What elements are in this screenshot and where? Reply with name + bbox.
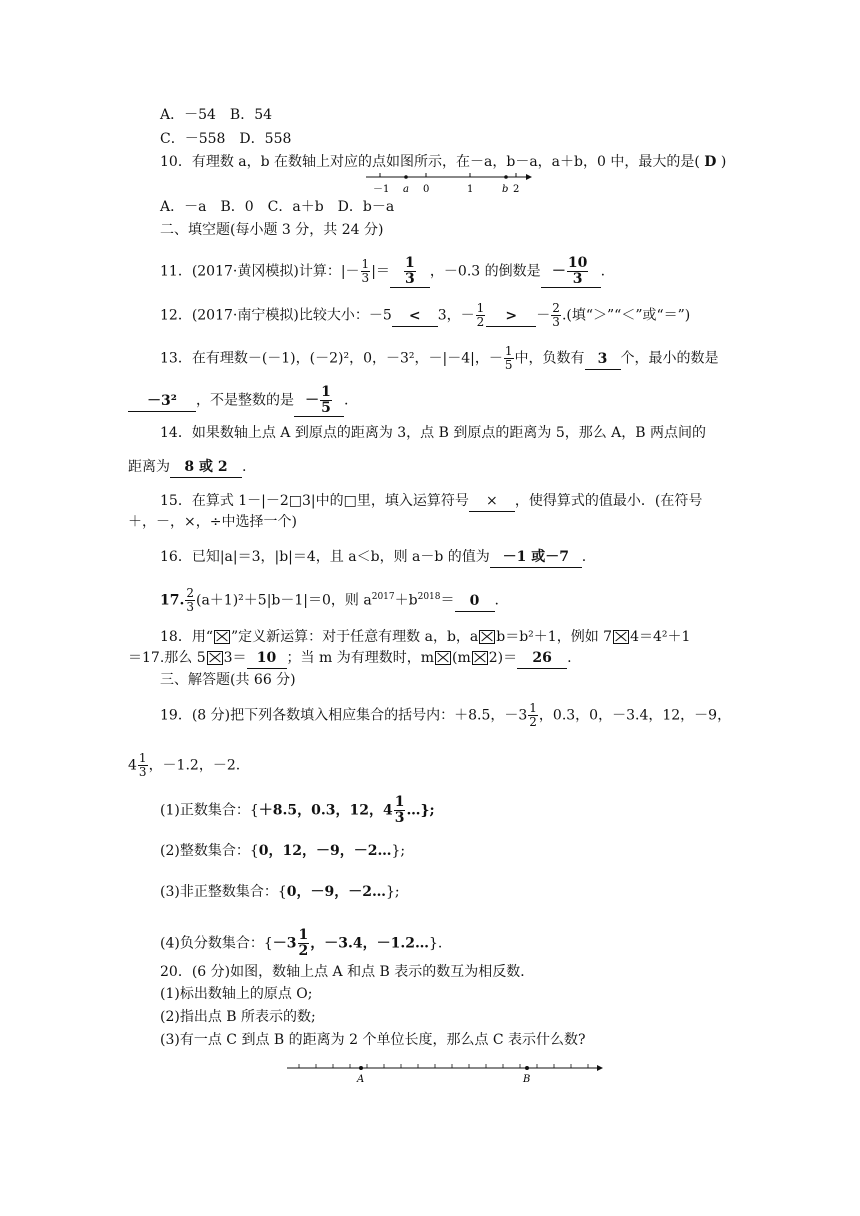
q14-text: 距离为: [128, 459, 170, 475]
custom-operator-icon: [472, 651, 488, 665]
q17-exponent: 2017: [371, 592, 395, 602]
q19-set-answer: 0，－9，－2…: [286, 884, 386, 900]
q10-answer: D: [704, 154, 717, 170]
q9-options-cd: C．－558 D．558: [160, 131, 292, 147]
q17-text: (a＋1)²＋5|b－1|＝0，则 a: [196, 592, 372, 609]
q19-set-answer: 0，12，－9，－2…: [258, 843, 392, 859]
q12-end: .(填“＞”“＜”或“＝”): [561, 307, 691, 324]
q12-answer-2: >: [486, 306, 536, 327]
q11-answer-1: $\frac{1}{3}$: [390, 256, 430, 288]
section-2-heading: 二、填空题(每小题 3 分，共 24 分): [160, 222, 384, 238]
q19-set-end: };: [391, 843, 406, 859]
q16-text: 16．已知|a|＝3，|b|＝4，且 a＜b，则 a－b 的值为: [160, 549, 490, 565]
q10-close: ): [720, 154, 727, 170]
q19-set-fraction: $\frac{1}{2}$: [298, 927, 309, 959]
q9-options-ab: A．－54 B．54: [160, 107, 273, 123]
q10-options: A．－a B．0 C．a＋b D．b－a: [160, 199, 395, 215]
q12-text: －: [536, 307, 551, 324]
q13-text: 个，最小的数是: [620, 350, 719, 367]
q15-text: ，使得算式的值最小．(在符号: [514, 493, 703, 509]
q20-line-1: 20．(6 分)如图，数轴上点 A 和点 B 表示的数互为相反数．: [160, 964, 535, 980]
custom-operator-icon: [435, 651, 451, 665]
q18-text: 3＝: [223, 650, 247, 666]
q19-text: ，0.3，0，－3.4，12，－9，: [538, 707, 732, 724]
q13-text: 中，负数有: [514, 350, 585, 367]
q12-fraction-2: $\frac{2}{3}$: [552, 301, 560, 329]
q14-end: .: [242, 459, 247, 475]
custom-operator-icon: [613, 630, 629, 644]
q16-question: [160, 547, 586, 568]
q19-set-label: (4)负分数集合：{: [160, 935, 273, 952]
q10-axis-label: 1: [467, 184, 474, 195]
q18-text: 18．用“: [160, 629, 213, 645]
q14-line-1: 14．如果数轴上点 A 到原点的距离为 3，点 B 到原点的距离为 5，那么 A，B 两点间的: [160, 425, 707, 441]
q10-axis-label: 0: [423, 184, 430, 195]
q18-answer-2: 26: [517, 648, 567, 669]
q10-axis-label: －1: [373, 184, 390, 195]
q17-number: 17.: [160, 592, 185, 609]
q17-fraction: $\frac{2}{3}$: [186, 586, 194, 615]
q11-fraction: $\frac{1}{3}$: [361, 257, 370, 285]
q19-set-end: };: [385, 884, 400, 900]
q19-fraction: $\frac{1}{2}$: [529, 701, 537, 729]
q19-set-answer: ，－3.4，－1.2…: [310, 935, 429, 952]
q10-axis-label: b: [502, 184, 509, 195]
q11-question: [160, 256, 605, 288]
q18-line-2: [128, 648, 572, 669]
q17-answer: 0: [455, 591, 495, 612]
q10-axis-label: a: [403, 184, 409, 195]
q15-text: 15．在算式 1－|－2□3|中的□里，填入运算符号: [160, 493, 469, 509]
q19-set-fraction: $\frac{1}{3}$: [394, 794, 405, 826]
q13-answer-2: －3²: [128, 391, 196, 412]
q19-set-answer: －3: [272, 935, 297, 952]
q19-set-end: }.: [428, 935, 443, 952]
q19-text: 4: [128, 757, 137, 774]
q18-text: 4＝4²＋1: [630, 629, 691, 645]
q11-end: .: [600, 263, 606, 280]
q13-text: ，不是整数的是: [196, 392, 294, 409]
q10-axis-label: 2: [513, 184, 520, 195]
q13-end: .: [344, 392, 349, 409]
q19-line-1: [160, 702, 731, 729]
q13-answer-3: － $\frac{1}{5}$: [294, 385, 344, 417]
q10-text: 10．有理数 a，b 在数轴上对应的点如图所示，在－a，b－a，a＋b，0 中，最大的是(: [160, 154, 700, 170]
q19-set-3: [160, 882, 400, 902]
q16-end: .: [581, 549, 587, 565]
q11-text: 11．(2017·黄冈模拟)计算：|－: [160, 263, 360, 280]
custom-operator-icon: [207, 651, 223, 665]
q12-text: 12．(2017·南宁模拟)比较大小：－5: [160, 307, 392, 324]
q19-set-label: (1)正数集合：{: [160, 802, 259, 819]
q18-text: 2)＝: [488, 650, 518, 666]
q12-question: [160, 302, 690, 329]
q17-end: .: [494, 592, 499, 609]
q19-set-end: …};: [406, 802, 435, 819]
q19-set-2: [160, 841, 405, 861]
q20-axis-label-b: B: [523, 1074, 531, 1085]
custom-operator-icon: [479, 630, 495, 644]
section-3-heading: 三、解答题(共 66 分): [160, 672, 296, 688]
q19-set-answer: ＋8.5，0.3，12，4: [258, 802, 393, 819]
q12-fraction-1: $\frac{1}{2}$: [476, 301, 485, 329]
q19-set-4: [160, 928, 442, 959]
q17-text: ＝: [440, 592, 455, 609]
q19-set-1: [160, 795, 435, 826]
q18-text: ；当 m 为有理数时，m: [286, 650, 434, 666]
q11-text: ，－0.3 的倒数是: [429, 263, 541, 280]
q15-line-2: ＋，－，×，÷中选择一个): [128, 514, 297, 530]
q18-line-1: [160, 627, 690, 647]
q20-axis-label-a: A: [357, 1074, 365, 1085]
q19-text: ，－1.2，－2.: [148, 757, 241, 774]
q18-answer-1: 10: [247, 648, 287, 669]
q17-text: ＋b: [394, 592, 418, 609]
q20-line-3: (2)指出点 B 所表示的数;: [160, 1009, 316, 1025]
q20-number-line: [285, 1060, 607, 1094]
q16-answer: －1 或－7: [490, 547, 582, 568]
q13-fraction: $\frac{1}{5}$: [504, 344, 513, 372]
q20-line-2: (1)标出数轴上的原点 O;: [160, 986, 313, 1002]
q18-text: (m: [452, 650, 471, 666]
q19-fraction: $\frac{1}{3}$: [138, 751, 147, 779]
q14-line-2: [128, 457, 246, 478]
q15-line-1: [160, 491, 702, 512]
q12-answer-1: <: [392, 306, 438, 327]
q19-set-label: (2)整数集合：{: [160, 843, 259, 859]
q20-line-4: (3)有一点 C 到点 B 的距离为 2 个单位长度，那么点 C 表示什么数?: [160, 1032, 586, 1048]
q18-text: ”定义新运算：对于任意有理数 a，b，a: [230, 629, 479, 645]
q17-question: [160, 587, 499, 614]
q10-number-line: [364, 168, 534, 200]
q19-text: 19．(8 分)把下列各数填入相应集合的括号内：＋8.5，－3: [160, 707, 528, 724]
q17-exponent: 2018: [417, 592, 441, 602]
q13-line-1: [160, 345, 719, 372]
q19-set-label: (3)非正整数集合：{: [160, 884, 287, 900]
q15-answer: ×: [469, 491, 515, 512]
q11-text: |＝: [371, 263, 390, 280]
q18-end: .: [567, 650, 572, 666]
q13-line-2: [128, 385, 348, 417]
q18-text: ＝17.那么 5: [128, 650, 206, 666]
q14-answer: 8 或 2: [170, 457, 242, 478]
q11-answer-2: － $\frac{10}{3}$: [541, 256, 601, 288]
q13-text: 13．在有理数－(－1)，(－2)²，0，－3²，－|－4|，－: [160, 350, 503, 367]
custom-operator-icon: [214, 630, 230, 644]
q18-text: b＝b²＋1，例如 7: [496, 629, 613, 645]
q13-answer-1: 3: [585, 349, 621, 370]
q19-line-2: [128, 752, 240, 779]
q12-text: 3，－: [437, 307, 475, 324]
